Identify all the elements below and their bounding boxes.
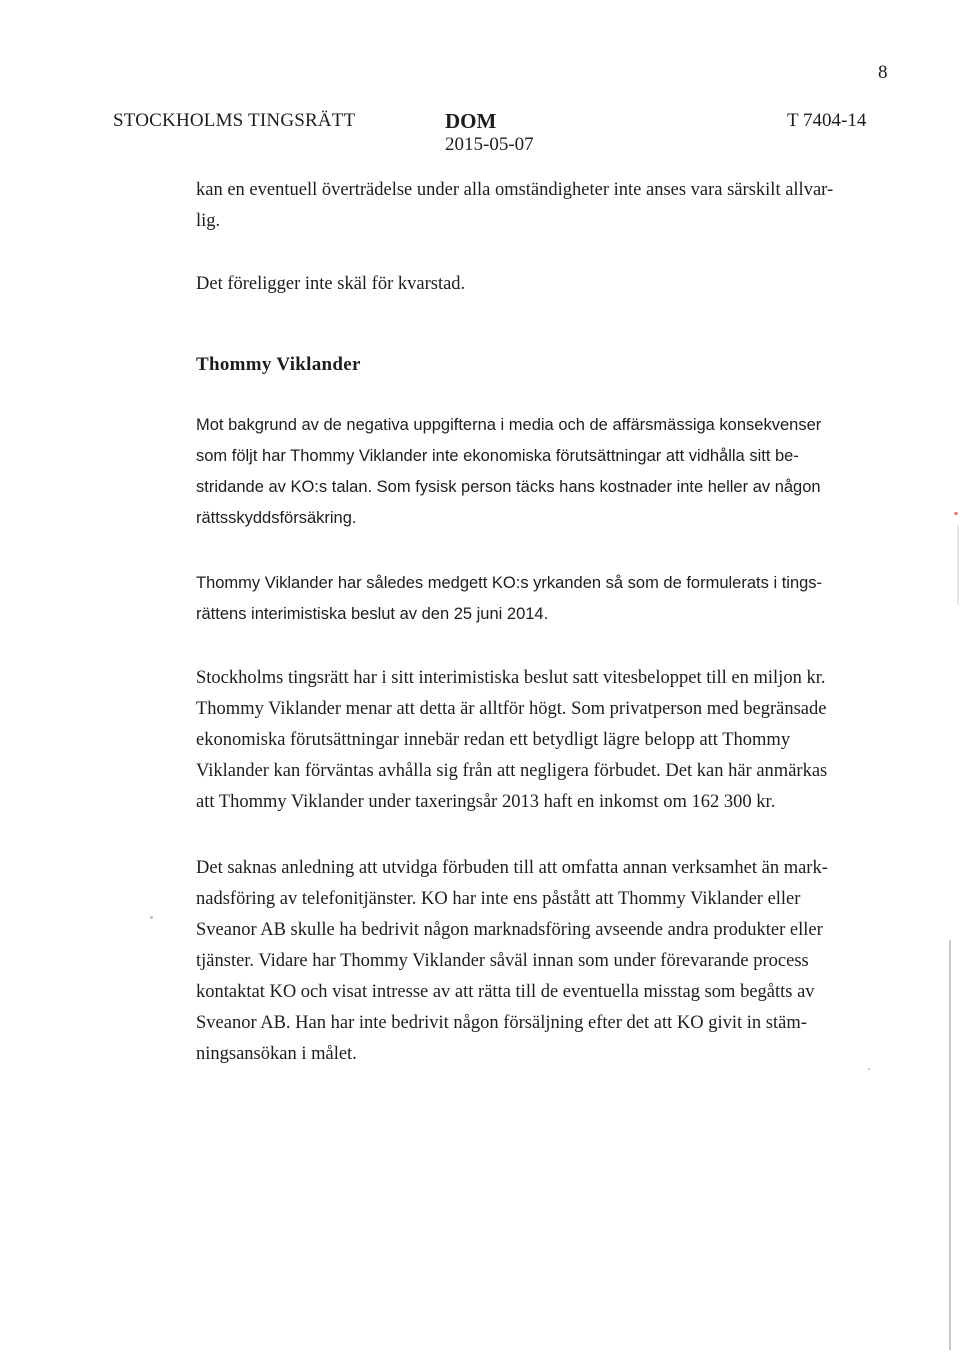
text-line: Det saknas anledning att utvidga förbuden till att omfatta annan verksamhet än mark- — [196, 858, 828, 878]
paragraph-2 — [196, 269, 846, 300]
text-line: Thommy Viklander har således medgett KO:s yrkanden så som de formulerats i tings- — [196, 574, 823, 592]
text-line: ningsansökan i målet. — [196, 1044, 357, 1064]
text-line: rättens interimistiska beslut av den 25 juni 2014. — [196, 605, 549, 623]
text-line: stridande av KO:s talan. Som fysisk person täcks hans kostnader inte heller av någon — [196, 478, 821, 496]
paragraph-5 — [196, 663, 846, 818]
text-line: kan en eventuell överträdelse under alla omständigheter inte anses vara särskilt allvar- — [196, 180, 834, 200]
text-line: att Thommy Viklander under taxeringsår 2013 haft en inkomst om 162 300 kr. — [196, 792, 776, 812]
text-line: rättsskyddsförsäkring. — [196, 509, 357, 527]
text-line: Thommy Viklander menar att detta är alltför högt. Som privatperson med begränsade — [196, 699, 827, 719]
text-line: Viklander kan förväntas avhålla sig från att negligera förbudet. Det kan här anmärkas — [196, 761, 828, 781]
paragraph-1 — [196, 175, 846, 237]
text-line: kontaktat KO och visat intresse av att rätta till de eventuella misstag som begåtts av — [196, 982, 815, 1002]
scan-edge-mark — [957, 525, 959, 605]
text-line: ekonomiska förutsättningar innebär redan ett betydligt lägre belopp att Thommy — [196, 730, 791, 750]
document-type: DOM — [445, 109, 497, 133]
text-line: nadsföring av telefonitjänster. KO har inte ens påstått att Thommy Viklander eller — [196, 889, 801, 909]
text-line: Det föreligger inte skäl för kvarstad. — [196, 274, 466, 294]
scan-speck — [868, 1068, 870, 1070]
scan-speck — [150, 916, 153, 919]
scan-edge-mark — [949, 940, 951, 1350]
text-line: Mot bakgrund av de negativa uppgifterna i media och de affärsmässiga konsekvenser — [196, 416, 822, 434]
paragraph-3 — [196, 410, 846, 534]
text-line: som följt har Thommy Viklander inte ekonomiska förutsättningar att vidhålla sitt be- — [196, 447, 799, 465]
text-line: Sveanor AB skulle ha bedrivit någon marknadsföring avseende andra produkter eller — [196, 920, 823, 940]
case-number: T 7404-14 — [787, 110, 867, 131]
page-number: 8 — [878, 62, 888, 83]
text-line: lig. — [196, 211, 221, 231]
court-name: STOCKHOLMS TINGSRÄTT — [113, 110, 356, 131]
paragraph-4 — [196, 568, 846, 630]
text-line: Sveanor AB. Han har inte bedrivit någon försäljning efter det att KO givit in stäm- — [196, 1013, 807, 1033]
section-heading: Thommy Viklander — [196, 354, 361, 375]
text-line: tjänster. Vidare har Thommy Viklander såväl innan som under förevarande process — [196, 951, 809, 971]
text-line: Stockholms tingsrätt har i sitt interimistiska beslut satt vitesbeloppet till en miljon kr. — [196, 668, 826, 688]
paragraph-6 — [196, 853, 846, 1070]
document-date: 2015-05-07 — [445, 134, 534, 155]
scan-speck — [954, 512, 958, 515]
